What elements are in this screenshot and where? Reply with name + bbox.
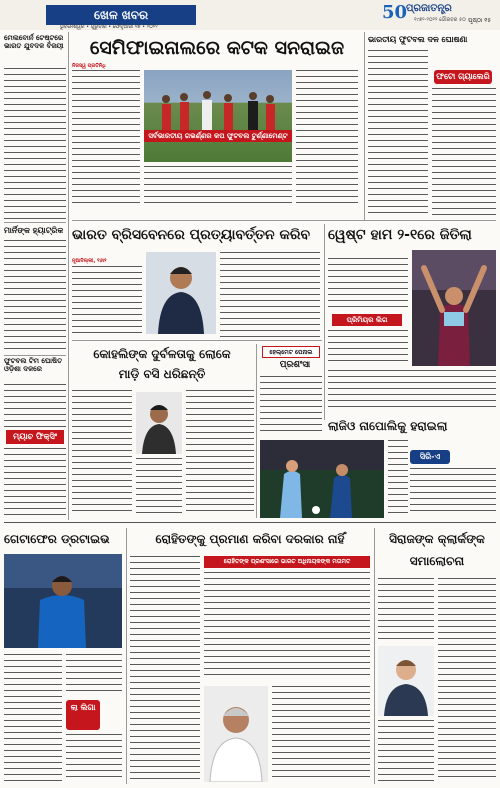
getafe-headline: ଗେଟାଫେର ଡ୍ରଟାଇଭ: [4, 532, 110, 546]
westham-headline: ୱେଷ୍ଟ ହାମ ୨-୧ରେ ଜିତିଲା: [328, 227, 472, 243]
lazio-body-1: [388, 440, 408, 516]
newspaper-logo: ପ୍ରଜାତନ୍ତ୍ର: [406, 3, 452, 14]
india-team-body-2: [432, 88, 496, 216]
anniversary-logo-number: 50: [382, 2, 408, 23]
brief-2-body: [4, 384, 66, 428]
brief-3-body: [4, 448, 66, 518]
column-rule: [364, 32, 365, 220]
westham-body-3: [328, 370, 496, 412]
kohli-body-2: [136, 458, 182, 516]
logo-tagline: ୧୯୭୨-୨୦୨୨ ଗୌରବର ୫୦: [414, 17, 466, 23]
siraj-headline-line2: ସମାଲୋଚନା: [409, 554, 465, 568]
divider: [72, 220, 496, 221]
premier-league-tag: ପ୍ରିମିୟର ଲିଗ: [332, 314, 402, 326]
divider: [4, 355, 66, 356]
india-team-headline: ଭାରତୀୟ ଫୁଟବଲ ଦଳ ଘୋଷଣା: [368, 35, 468, 44]
brief-1-headline: ମାର୍ନିଙ୍କ ହ୍ୟାଟ୍ରିକ: [4, 226, 64, 235]
lazio-body-2: [410, 468, 496, 516]
getafe-body-3: [66, 654, 122, 696]
match-fixing-tag: ମ୍ୟାଚ ଫିକ୍ସିଂ: [6, 430, 64, 444]
lazio-headline: ଲାଜିଓ ନାପୋଲିକୁ ହରାଇଲା: [328, 419, 448, 433]
helmet-headline-line1: ହେଲ୍ମେଟ ପେନାଲ: [262, 346, 320, 358]
getafe-body-1: [4, 654, 62, 782]
brisbane-byline: ନୂଆଦିଲ୍ଲୀ, ୧୬ା୨: [72, 258, 107, 264]
section-title: ଖେଳ ଖବର: [46, 5, 196, 25]
player-portrait-photo: [146, 252, 216, 334]
brisbane-body-2: [220, 252, 320, 338]
brisbane-body-1: [72, 266, 142, 338]
column-rule: [68, 32, 69, 520]
cuttack-banner: ସର୍ବଭାରତୀୟ ଗଭର୍ଣ୍ଣର କପ ଫୁଟବଲ ଟୁର୍ଣ୍ଣାମେଣ୍ଟ: [144, 130, 292, 142]
left-top-headline: ମେଲବୋର୍ନ ଟେଷ୍ଟରେ ଭାରତ ଯୁବଦଳ ବିଜୟୀ: [4, 34, 64, 50]
clarke-portrait-photo: [378, 646, 434, 716]
helmet-body: [260, 376, 322, 436]
brief-1-body: [4, 240, 66, 352]
column-rule: [256, 344, 257, 518]
rohit-headline: ରୋହିତଙ୍କୁ ପ୍ରମାଣ କରିବା ଦରକାର ନାହିଁ: [155, 532, 345, 546]
captain-portrait-photo: [204, 686, 268, 782]
photo-gallery-tag: ଫଟୋ ଗ୍ୟାଲେରି: [434, 70, 492, 84]
page-number: ପୃଷ୍ଠା ୧୫: [468, 17, 492, 24]
lazio-match-photo: [260, 440, 384, 518]
rohit-banner: ରୋହିତଙ୍କ ପ୍ରଶଂସାରେ ଭାରତ ଅଧିନାୟକଙ୍କ ମତାମତ: [204, 556, 370, 568]
rohit-body-1: [130, 556, 200, 782]
rohit-body-2: [204, 572, 370, 680]
dateline: ଭୁବନେଶ୍ୱର • ଗୁରୁବାର • ଫେବୃଆରୀ ୧୭ • ୨୦୨୨: [60, 24, 158, 30]
kohli-headline-line2: ମାଡ଼ି ବସି ଧରିଛନ୍ତି: [118, 367, 206, 381]
kohli-headline-line1: କୋହଲିଙ୍କ ଦୁର୍ବଳତାକୁ ଲୋକେ: [93, 347, 231, 361]
divider: [4, 522, 496, 523]
cuttack-byline: ନିଜସ୍ୱ ପ୍ରତିନିଧି: [72, 63, 106, 69]
column-rule: [324, 224, 325, 420]
cuttack-body-col1: [72, 70, 140, 208]
column-rule: [374, 528, 375, 784]
helmet-headline-line2: ପ୍ରଶଂସା: [279, 360, 311, 370]
football-ceremony-photo: [144, 70, 292, 162]
brisbane-headline: ଭାରତ ବ୍ରିସବେନରେ ପ୍ରତ୍ୟାବର୍ତ୍ତନ କରିବ: [72, 227, 311, 243]
column-rule: [126, 528, 127, 784]
left-story-body: [4, 68, 66, 220]
rohit-body-3: [272, 686, 370, 782]
kohli-body-1: [72, 390, 132, 516]
getafe-player-photo: [4, 554, 122, 648]
serie-a-tag: ସିରି-ଏ: [410, 450, 450, 464]
cuttack-headline: ସେମିଫାଇନାଲରେ କଟକ ସନରାଇଜ: [89, 37, 345, 59]
india-team-body-1: [368, 50, 428, 216]
la-liga-tag: ଲା ଲିଗା: [66, 700, 100, 730]
westham-celebration-photo: [412, 250, 496, 366]
getafe-body-2: [66, 734, 122, 782]
siraj-body-1: [378, 578, 434, 642]
siraj-body-2: [438, 578, 496, 782]
cuttack-body-col3: [296, 70, 358, 208]
divider: [4, 222, 66, 223]
siraj-body-3: [378, 720, 434, 782]
commentator-portrait-photo: [136, 392, 182, 454]
cuttack-body-under-photo: [144, 166, 292, 208]
brief-2-headline: ଫୁଟବଲ ଟିମ ଘୋଷିତ ଓଡ଼ିଶା ଦଳରେ: [4, 357, 63, 373]
siraj-headline-line1: ସିରାଜଙ୍କ କ୍ଲାର୍କଙ୍କ: [389, 532, 485, 546]
divider: [72, 340, 322, 341]
westham-body-2: [328, 330, 408, 366]
westham-body-1: [328, 258, 408, 312]
kohli-body-3: [186, 390, 254, 516]
